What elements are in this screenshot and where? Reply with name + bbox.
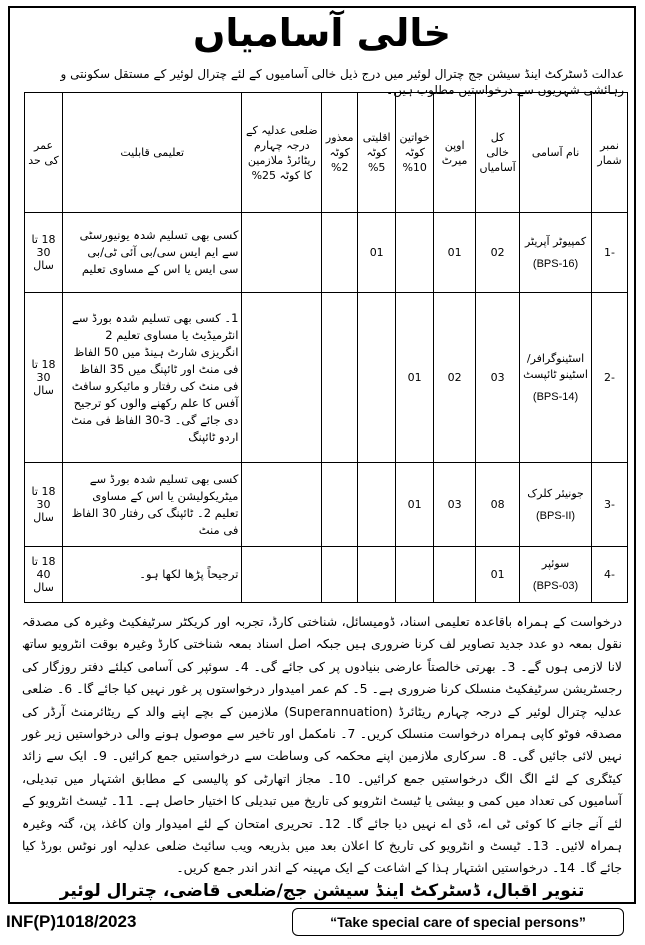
row-merit: 03 xyxy=(434,463,476,547)
row-minority xyxy=(358,463,396,547)
row-women xyxy=(396,213,434,293)
post-name: سوئپر xyxy=(541,556,570,570)
table-row xyxy=(25,213,628,293)
row-women xyxy=(396,547,434,603)
post-bps: (BPS-16) xyxy=(532,257,579,270)
row-retired xyxy=(242,547,322,603)
row-minority xyxy=(358,293,396,463)
post-bps: (BPS-II) xyxy=(535,509,576,522)
terms-and-conditions: درخواست کے ہمراہ باقاعدہ تعلیمی اسناد، ڈومیسائل، شناختی کارڈ، تجربہ اور کریکٹر سرٹیفکیٹ وغیرہ کی مصدقہ نقول بمعہ دو عدد جدید تصاویر لف کرنا ضروری ہیں جبکہ اصل اسناد بمعہ شناختی کارڈ وغیرہ بوقت انٹرویو ساتھ لانا لازمی ہوں گے۔ 3۔ بھرتی خالصتاً عارضی بنیادوں پر کی جائے گی۔ 4۔ سوئپر کی آسامی کیلئے دفتر روزگار کی رجسٹریشن سرٹیفکیٹ منسلک کرنا ضروری ہے۔ 5۔ کم عمر امیدوار درخواستوں پر غور نہیں کیا جائے گا۔ 6۔ ضلعی عدلیہ چترال لوئیر کے درجہ چہارم ریٹائرڈ (Superannuation) ملازمین کے بچے اپنے والد کے ریٹائرمنٹ آرڈر کی مصدقہ فوٹو کاپی ہمراہ درخواست منسلک کریں۔ 7۔ نامکمل اور تاخیر سے موصول ہونے والی درخواستیں زیر غور نہیں لائی جائیں گی۔ 8۔ سرکاری ملازمین اپنے محکمہ کی وساطت سے درخواستیں جمع کرائیں۔ 9۔ ایک سے زائد کیٹگری کے لئے الگ الگ درخواستیں جمع کرائیں۔ 10۔ مجاز اتھارٹی کو پالیسی کے مطابق اشتہار میں تبدیلی، آسامیوں کی تعداد میں کمی و بیشی یا ٹیسٹ انٹرویو کی تاریخ میں تبدیلی کا اختیار حاصل ہے۔ 11۔ ٹیسٹ انٹرویو کے لئے آنے جانے کا کوئی ٹی اے، ڈی اے نہیں دیا جائے گا۔ 12۔ تحریری امتحان کے لئے امیدوار وان کاغذ، پن، گتہ وغیرہ ہمراہ لائیں۔ 13۔ ٹیسٹ و انٹرویو کی تاریخ کا اعلان بعد میں بذریعہ ویب سائیٹ ضلعی عدلیہ اور نوٹس بورڈ کیا جائے گا۔ 14۔ درخواستیں اشتہار ہذا کے اشاعت کے ایک مہینہ کے اندر اندر جمع کریں۔ xyxy=(22,614,622,876)
row-merit: 01 xyxy=(434,213,476,293)
row-merit: 02 xyxy=(434,293,476,463)
row-post xyxy=(520,213,592,293)
row-disabled xyxy=(322,213,358,293)
row-disabled xyxy=(322,293,358,463)
post-name: جونیئر کلرک xyxy=(527,486,584,500)
row-merit xyxy=(434,547,476,603)
banner-title: خالی آسامیاں xyxy=(192,11,451,55)
advertisement-frame xyxy=(8,6,636,904)
header-women: خواتین کوٹہ 10% xyxy=(396,93,434,213)
row-serial: -4 xyxy=(592,547,628,603)
row-serial: -3 xyxy=(592,463,628,547)
row-women: 01 xyxy=(396,293,434,463)
row-qualification: ترجیحاً پڑھا لکھا ہو۔ xyxy=(63,547,242,603)
signature: تنویر اقبال، ڈسٹرکٹ اینڈ سیشن جج/ضلعی قاضی، چترال لوئیر xyxy=(59,881,585,901)
table-row xyxy=(25,463,628,547)
slogan-box: “Take special care of special persons” xyxy=(292,908,624,936)
table-row xyxy=(25,547,628,603)
row-serial: -1 xyxy=(592,213,628,293)
vacancies-table xyxy=(24,92,628,603)
header-merit: اوپن میرٹ xyxy=(434,93,476,213)
header-age: عمر کی حد xyxy=(25,93,63,213)
post-bps: (BPS-03) xyxy=(532,579,579,592)
row-disabled xyxy=(322,547,358,603)
post-name: کمپیوٹر آپریٹر xyxy=(524,234,587,248)
row-minority xyxy=(358,547,396,603)
header-total: کل خالی آسامیاں xyxy=(476,93,520,213)
header-post: نام آسامی xyxy=(520,93,592,213)
row-age: 18 تا 30 سال xyxy=(25,213,63,293)
row-total: 01 xyxy=(476,547,520,603)
row-minority: 01 xyxy=(358,213,396,293)
table-header-row xyxy=(25,93,628,213)
row-disabled xyxy=(322,463,358,547)
row-age: 18 تا 30 سال xyxy=(25,463,63,547)
row-total: 08 xyxy=(476,463,520,547)
row-qualification: 1۔ کسی بھی تسلیم شدہ بورڈ سے انٹرمیڈیٹ یا مساوی تعلیم 2 انگریزی شارٹ ہینڈ میں 50 الفاظ فی منٹ اور ٹائپنگ میں 35 الفاظ فی منٹ کی رفتار و مائیکرو سافٹ آفس کا علم رکھنے والوں کو ترجیح دی جائے گی۔ 3-30 الفاظ فی منٹ اردو ٹائپنگ xyxy=(63,293,242,463)
intro-text: عدالت ڈسٹرکٹ اینڈ سیشن جج چترال لوئیر میں درج ذیل خالی آسامیوں کے لئے چترال لوئیر کے مستقل سکونتی و رہائشی شہریوں سے درخواستیں مطلوب ہیں۔ xyxy=(60,67,624,97)
row-qualification: کسی بھی تسلیم شدہ بورڈ سے میٹریکولیشن یا اس کے مساوی تعلیم 2۔ ٹائپنگ کی رفتار 30 الفاظ فی منٹ xyxy=(63,463,242,547)
row-post xyxy=(520,293,592,463)
vacancies-banner xyxy=(10,8,634,58)
row-post xyxy=(520,547,592,603)
header-minority: اقلیتی کوٹہ 5% xyxy=(358,93,396,213)
header-disabled: معذور کوٹہ 2% xyxy=(322,93,358,213)
row-total: 03 xyxy=(476,293,520,463)
post-bps: (BPS-14) xyxy=(532,390,579,403)
header-retired: ضلعی عدلیہ کے درجہ چہارم ریٹائرڈ ملازمین کا کوٹہ 25% xyxy=(242,93,322,213)
row-women: 01 xyxy=(396,463,434,547)
table-row xyxy=(25,293,628,463)
inf-number: INF(P)1018/2023 xyxy=(6,912,137,931)
header-serial: نمبر شمار xyxy=(592,93,628,213)
row-age: 18 تا 30 سال xyxy=(25,293,63,463)
post-name: اسٹینوگرافر/اسٹینو ٹائپسٹ xyxy=(523,351,588,381)
row-post xyxy=(520,463,592,547)
row-retired xyxy=(242,293,322,463)
header-qualification: تعلیمی قابلیت xyxy=(63,93,242,213)
row-retired xyxy=(242,463,322,547)
row-age: 18 تا 40 سال xyxy=(25,547,63,603)
row-serial: -2 xyxy=(592,293,628,463)
row-total: 02 xyxy=(476,213,520,293)
row-retired xyxy=(242,213,322,293)
row-qualification: کسی بھی تسلیم شدہ یونیورسٹی سے ایم ایس سی/بی آئی ٹی/بی سی ایس یا اس کے مساوی تعلیم xyxy=(63,213,242,293)
